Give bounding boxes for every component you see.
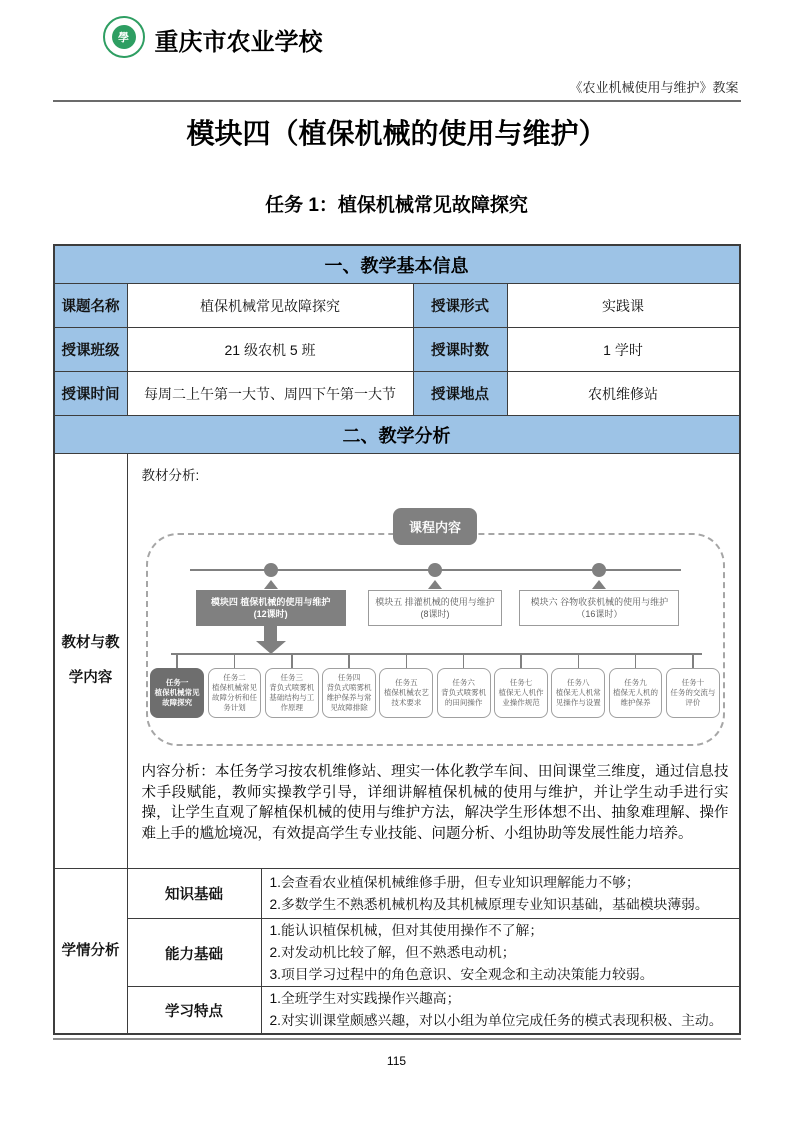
up-arrow-icon [264, 580, 278, 589]
value-class: 21 级农机 5 班 [127, 328, 413, 371]
task-col [206, 653, 263, 718]
value-hours: 1 学时 [507, 328, 739, 371]
section-header-teaching-analysis: 二、教学分析 [55, 416, 739, 454]
material-content-cell [127, 454, 739, 868]
label-hours: 授课时数 [413, 328, 507, 371]
label-time: 授课时间 [55, 372, 127, 415]
task-box-2: 任务二 植保机械常见故障分析和任务计划 [208, 668, 262, 718]
page-header [53, 0, 741, 102]
course-content-diagram [142, 508, 729, 746]
module-box-6: 模块六 谷物收获机械的使用与维护 （16课时） [519, 590, 679, 626]
table-row [55, 328, 739, 372]
table-row [55, 284, 739, 328]
ability-base-label: 能力基础 [165, 946, 223, 963]
up-arrow-icon [592, 580, 606, 589]
module-title: 模块四（植保机械的使用与维护） [186, 119, 607, 150]
student-analysis-grid [127, 869, 739, 1033]
timeline-dot [428, 563, 442, 577]
document-page [53, 0, 741, 1068]
value-course-name: 植保机械常见故障探究 [127, 284, 413, 327]
task-col [378, 653, 435, 718]
value-time: 每周二上午第一大节、周四下午第一大节 [127, 372, 413, 415]
section-header-basic-info: 一、教学基本信息 [55, 246, 739, 284]
module-box-5: 模块五 排灌机械的使用与维护 (8课时) [368, 590, 502, 626]
ability-base-row [128, 919, 739, 987]
school-logo-icon [103, 16, 145, 58]
task-col [664, 653, 721, 718]
task-box-10: 任务十 任务的交流与评价 [666, 668, 720, 718]
task-box-6: 任务六 背负式喷雾机的田间操作 [437, 668, 491, 718]
task-box-5: 任务五 植保机械农艺技术要求 [379, 668, 433, 718]
knowledge-base-row [128, 869, 739, 919]
task-col [492, 653, 549, 718]
timeline-dot [264, 563, 278, 577]
material-row [55, 454, 739, 869]
page-number: 115 [386, 1054, 407, 1068]
task-col [320, 653, 377, 718]
timeline-dot [592, 563, 606, 577]
task-col [435, 653, 492, 718]
content-analysis-paragraph: 内容分析：本任务学习按农机维修站、理实一体化教学车间、田间课堂三维度，通过信息技术手段赋能，教师实操教学引导，详细讲解植保机械的使用与维护，并让学生动手进行实操，让学生直观了解植保机械的使用与维护方法，解决学生形体想不出、抽象难理解、操作难上手的尴尬境况，有效提高学生专业技能、问题分析、小组协助等发展性能力培养。 [141, 764, 729, 842]
task-box-3: 任务三 背负式喷雾机基础结构与工作原理 [265, 668, 319, 718]
material-analysis-label: 教材分析: [141, 468, 200, 483]
lesson-plan-table [53, 244, 741, 1035]
label-class: 授课班级 [55, 328, 127, 371]
label-location: 授课地点 [413, 372, 507, 415]
task-box-7: 任务七 植保无人机作业操作规范 [494, 668, 548, 718]
learning-traits-content: 1.全班学生对实践操作兴趣高； 2.对实训课堂颇感兴趣，对以小组为单位完成任务的模式表现积极、主动。 [261, 987, 739, 1033]
task-col [550, 653, 607, 718]
task-box-4: 任务四 背负式喷雾机维护保养与常见故障排除 [322, 668, 376, 718]
task-box-9: 任务九 植保无人机的维护保养 [609, 668, 663, 718]
label-teaching-form: 授课形式 [413, 284, 507, 327]
task-col [263, 653, 320, 718]
task-col [149, 653, 206, 718]
knowledge-base-content: 1.会查看农业植保机械维修手册，但专业知识理解能力不够； 2.多数学生不熟悉机械机构及其机械原理专业知识基础，基础模块薄弱。 [261, 869, 739, 918]
knowledge-base-label: 知识基础 [165, 887, 223, 903]
task-box-8: 任务八 植保无人机常见操作与设置 [551, 668, 605, 718]
doc-label: 《农业机械使用与维护》教案 [569, 80, 739, 95]
task-col [607, 653, 664, 718]
student-analysis-row [55, 869, 739, 1033]
value-location: 农机维修站 [507, 372, 739, 415]
school-emblem-icon: 學 [112, 25, 136, 49]
value-teaching-form: 实践课 [507, 284, 739, 327]
diagram-title-badge: 课程内容 [393, 508, 477, 545]
module-box-4: 模块四 植保机械的使用与维护 (12课时) [196, 590, 346, 626]
school-name: 重庆市农业学校 [154, 30, 323, 56]
label-course-name: 课题名称 [55, 284, 127, 327]
student-analysis-label: 学情分析 [61, 942, 120, 959]
footer-divider [53, 1038, 741, 1040]
up-arrow-icon [428, 580, 442, 589]
task-boxes-row [149, 653, 722, 718]
task-box-1: 任务一 植保机械常见故障探究 [150, 668, 204, 718]
ability-base-content: 1.能认识植保机械，但对其使用操作不了解； 2.对发动机比较了解，但不熟悉电动机； 3.项目学习过程中的角色意识、安全观念和主动决策能力较弱。 [261, 919, 739, 987]
task-title: 任务 1：植保机械常见故障探究 [265, 195, 528, 216]
material-row-label: 教材与教学内容 [61, 635, 120, 686]
table-row [55, 372, 739, 416]
learning-traits-row [128, 987, 739, 1033]
down-arrow-icon [256, 626, 286, 654]
learning-traits-label: 学习特点 [165, 1003, 223, 1020]
